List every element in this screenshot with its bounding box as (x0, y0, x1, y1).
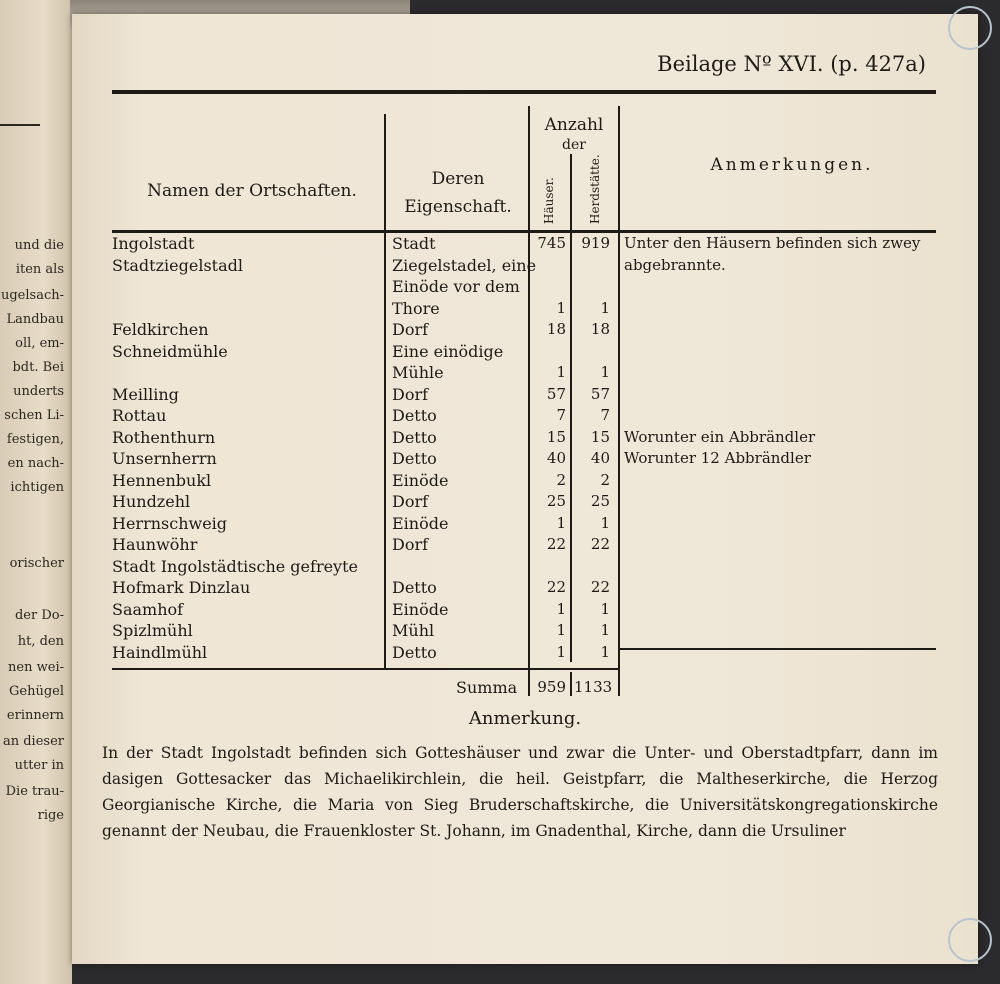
place-type: Thore (392, 298, 440, 318)
header-type-2: Eigenschaft. (404, 197, 512, 217)
row-note: Worunter ein Abbrändler (624, 427, 816, 446)
hearth-count: 7 (600, 406, 610, 424)
notes-end-rule (618, 648, 936, 650)
left-page-fragment: und die (14, 238, 64, 253)
place-name: Hundzehl (112, 492, 191, 511)
house-count: 22 (546, 578, 566, 596)
place-type: Mühle (392, 363, 444, 382)
left-page-fragment: oll, em- (15, 336, 64, 351)
left-page-fragment: schen Li- (4, 408, 64, 423)
house-count: 1 (556, 621, 566, 639)
place-type: Dorf (392, 384, 429, 404)
row-note: abgebrannte. (624, 255, 726, 274)
settlement-table (112, 94, 936, 697)
summa-label: Summa (456, 678, 518, 697)
hearth-count: 22 (590, 578, 610, 596)
house-count: 1 (556, 363, 566, 381)
left-page-fragment: ht, den (17, 634, 64, 649)
hearth-count: 1 (600, 599, 610, 618)
left-page-fragment: underts (13, 384, 64, 399)
place-name: Meilling (112, 384, 179, 404)
left-page-fragment: Gehügel (9, 684, 64, 699)
place-type: Einöde (392, 599, 449, 619)
house-count: 7 (556, 406, 566, 424)
place-type: Detto (392, 406, 437, 425)
place-name: Feldkirchen (112, 320, 209, 339)
place-name: Rothenthurn (112, 427, 216, 447)
place-type: Einöde vor dem (392, 277, 520, 296)
hearth-count: 1 (600, 513, 610, 532)
left-page-fragment: bdt. Bei (12, 360, 64, 375)
summa-sep-2 (570, 672, 572, 696)
left-page-fragment: ugelsach- (0, 288, 64, 303)
place-name: Hofmark Dinzlau (112, 578, 251, 597)
header-anmerkungen: Anmerkungen. (710, 155, 874, 175)
left-page-fragment: nen wei- (8, 660, 64, 675)
place-type: Dorf (392, 320, 429, 339)
summa-sep-3 (618, 672, 620, 696)
hearth-count: 15 (590, 427, 610, 446)
place-name: Stadtziegelstadl (112, 255, 243, 275)
place-type: Dorf (392, 492, 429, 511)
place-name: Saamhof (112, 599, 184, 619)
hearth-count: 22 (590, 535, 610, 553)
place-type: Dorf (392, 535, 429, 554)
row-note: Worunter 12 Abbrändler (624, 449, 811, 467)
place-type: Einöde (392, 470, 449, 490)
house-count: 40 (546, 449, 566, 467)
place-type: Einöde (392, 513, 449, 533)
left-page-margin (0, 0, 72, 984)
left-page-fragment: orischer (9, 556, 64, 571)
place-name: Herrnschweig (112, 513, 228, 533)
place-name: Haindlmühl (112, 642, 208, 662)
hearth-count: 1 (600, 298, 610, 317)
house-count: 22 (546, 535, 566, 553)
hearth-count: 1 (600, 642, 610, 661)
place-name: Unsernherrn (112, 449, 217, 468)
summa-haeuser: 959 (537, 678, 566, 696)
book-page (72, 14, 978, 964)
hearth-count: 1 (600, 621, 610, 639)
header-herdstaette: Herdstätte. (588, 154, 602, 224)
header-type-1: Deren (431, 169, 485, 189)
left-page-fragment: Die trau- (5, 784, 64, 799)
left-page-rule (0, 124, 40, 126)
left-page-fragment: en nach- (7, 456, 64, 471)
left-page-fragment: an dieser (2, 734, 64, 749)
header-anzahl: Anzahl (544, 115, 604, 135)
house-count: 1 (556, 298, 566, 317)
page-clip-top (948, 6, 992, 50)
left-page-fragment: rige (37, 808, 64, 823)
summa-rule (112, 668, 618, 670)
header-names: Namen der Ortschaften. (147, 181, 357, 201)
place-type: Ziegelstadel, eine (392, 255, 537, 275)
left-page-fragment: erinnern (6, 708, 64, 723)
place-name: Hennenbukl (112, 470, 212, 490)
summa-herdstaette: 1133 (574, 678, 613, 696)
place-name: Rottau (112, 406, 167, 425)
col-sep-4 (618, 106, 620, 682)
summa-sep-1 (528, 672, 530, 696)
place-name: Haunwöhr (112, 535, 198, 554)
hearth-count: 57 (590, 384, 610, 403)
hearth-count: 40 (590, 449, 610, 467)
house-count: 2 (556, 470, 566, 489)
left-page-fragment: der Do- (14, 608, 64, 623)
left-page-fragment: ichtigen (10, 480, 64, 495)
place-name: Schneidmühle (112, 341, 228, 361)
place-type: Mühl (392, 621, 435, 640)
house-count: 1 (556, 599, 566, 618)
place-type: Detto (392, 642, 437, 662)
col-sep-1 (384, 114, 386, 670)
page-header: Beilage Nº XVI. (p. 427a) (657, 52, 926, 76)
hearth-count: 25 (590, 492, 610, 510)
hearth-count: 18 (590, 320, 610, 338)
header-haeuser: Häuser. (542, 177, 556, 224)
hearth-count: 2 (600, 470, 610, 489)
hearth-count: 1 (600, 363, 610, 381)
footer-title: Anmerkung. (468, 708, 582, 729)
hearth-count: 919 (581, 234, 610, 252)
header-der: der (562, 137, 586, 153)
page-clip-bottom (948, 918, 992, 962)
place-name: Stadt Ingolstädtische gefreyte (112, 556, 358, 576)
left-page-fragment: utter in (14, 758, 64, 773)
left-page-fragment: festigen, (6, 432, 64, 447)
place-type: Detto (392, 578, 437, 597)
place-type: Stadt (392, 234, 436, 253)
house-count: 1 (556, 513, 566, 532)
footer-paragraph: In der Stadt Ingolstadt befinden sich Gotteshäuser und zwar die Unter- und Oberstadtpfarr, dann im dasigen Gottesacker das Michaelikirchlein, die heil. Geistpfarr, die Maltheserkirche, die Herzog Georgianische Kirche, die Maria von Sieg Bruderschaftskirche, die Universitätskongregationskirche genannt der Neubau, die Frauenkloster St. Johann, im Gnadenthal, Kirche, dann die Ursuliner (102, 744, 938, 840)
left-page-fragment: iten als (15, 262, 64, 277)
place-name: Spizlmühl (112, 621, 193, 640)
house-count: 57 (546, 384, 566, 403)
house-count: 18 (546, 320, 566, 338)
place-name: Ingolstadt (112, 234, 195, 253)
place-type: Detto (392, 449, 437, 468)
row-note: Unter den Häusern befinden sich zwey (624, 234, 921, 252)
header-rule (112, 230, 936, 233)
house-count: 1 (556, 642, 566, 661)
place-type: Eine einödige (392, 341, 504, 361)
place-type: Detto (392, 427, 437, 447)
house-count: 745 (537, 234, 566, 252)
house-count: 25 (546, 492, 566, 510)
house-count: 15 (546, 427, 566, 446)
left-page-fragment: Landbau (6, 312, 64, 327)
